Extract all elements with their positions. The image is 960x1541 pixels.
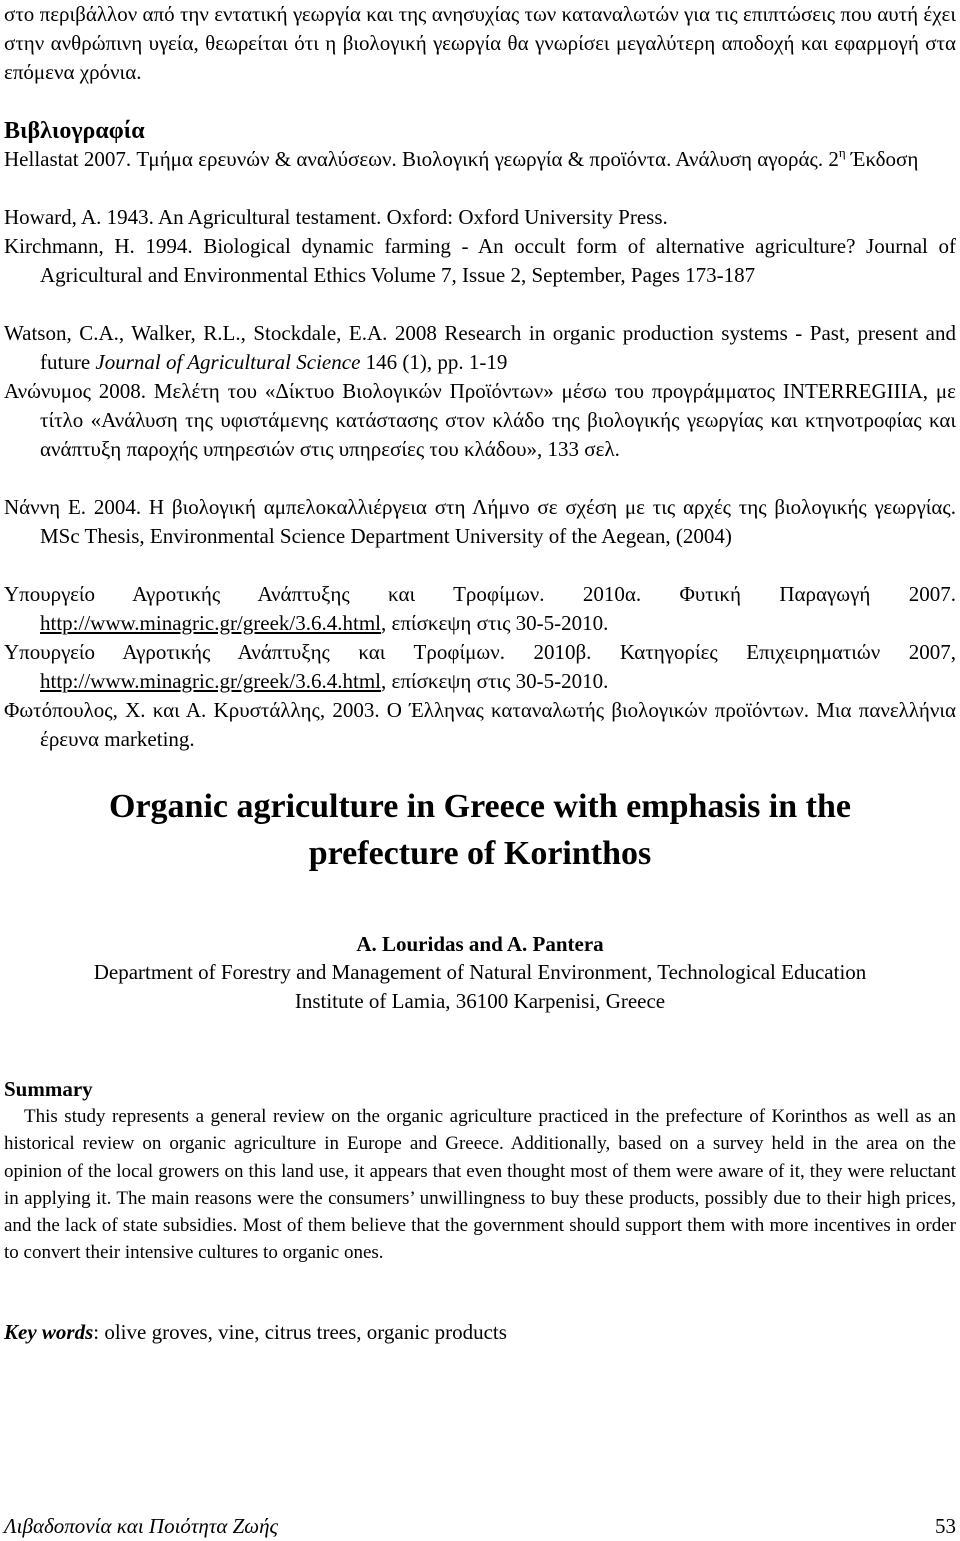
reference-link[interactable]: http://www.minagric.gr/greek/3.6.4.html: [40, 611, 381, 635]
reference-item: Φωτόπουλος, Χ. και Α. Κρυστάλλης, 2003. Ο Έλληνας καταναλωτής βιολογικών προϊόντων. Μια πανελλήνια έρευνα marketing.: [4, 698, 956, 751]
paper-affiliation: [0, 958, 960, 1016]
affiliation-line: Institute of Lamia, 36100 Karpenisi, Greece: [294, 989, 666, 1013]
keywords-text: olive groves, vine, citrus trees, organic products: [99, 1320, 507, 1344]
journal-name: Journal of Agricultural Science: [95, 350, 361, 374]
footer-page-number: 53: [935, 1514, 956, 1538]
reference-item: Watson, C.A., Walker, R.L., Stockdale, E.A. 2008 Research in organic production systems - Past, present and future Journal of Agricultural Science 146 (1), pp. 1-19: [4, 321, 956, 374]
summary-heading: Summary: [4, 1077, 93, 1101]
reference-item: Kirchmann, H. 1994. Biological dynamic farming - An occult form of alternative agriculture? Journal of Agricultural and Environmental Ethics Volume 7, Issue 2, September, Pages 173-187: [4, 234, 956, 287]
reference-item: Hellastat 2007. Τμήμα ερευνών & αναλύσεων. Βιολογική γεωργία & προϊόντα. Ανάλυση αγοράς. $2^\eta$ Έκδοση: [4, 145, 919, 171]
affiliation-line: Department of Forestry and Management of Natural Environment, Technological Education: [93, 960, 867, 984]
reference-item: Υπουργείο Αγροτικής Ανάπτυξης και Τροφίμων. 2010β. Κατηγορίες Επιχειρηματιών 2007, http://www.minagric.gr/greek/3.6.4.html, επίσκεψη στις 30-5-2010.: [4, 640, 956, 693]
paper-title-line: prefecture of Korinthos: [308, 835, 652, 872]
paper-title: [0, 783, 960, 877]
paper-title-line: Organic agriculture in Greece with emphasis in the: [109, 788, 851, 825]
paper-authors: A. Louridas and A. Pantera: [356, 932, 604, 956]
bibliography-heading: Βιβλιογραφία: [4, 118, 145, 144]
reference-item: Ανώνυμος 2008. Μελέτη του «Δίκτυο Βιολογικών Προϊόντων» μέσω του προγράμματος INTERREGIIIA, με τίτλο «Ανάλυση της υφιστάμενης κατάστασης στον κλάδο της βιολογικής γεωργίας και κτηνοτροφίας και ανάπτυξη παροχής υπηρεσιών στις υπηρεσίες του κλάδου», 133 σελ.: [4, 379, 956, 461]
reference-link[interactable]: http://www.minagric.gr/greek/3.6.4.html: [40, 669, 381, 693]
intro-paragraph: στο περιβάλλον από την εντατική γεωργία και της ανησυχίας των καταναλωτών για τις επιπτώσεις που αυτή έχει στην ανθρώπινη υγεία, θεωρείται ότι η βιολογική γεωργία θα γνωρίσει μεγαλύτερη αποδοχή και εφαρμογή στα επόμενα χρόνια.: [4, 2, 956, 84]
reference-item: Υπουργείο Αγροτικής Ανάπτυξης και Τροφίμων. 2010α. Φυτική Παραγωγή 2007. http://www.minagric.gr/greek/3.6.4.html, επίσκεψη στις 30-5-2010.: [4, 582, 956, 635]
keywords-separator: :: [93, 1320, 100, 1344]
reference-item: Νάννη Ε. 2004. Η βιολογική αμπελοκαλλιέργεια στη Λήμνο σε σχέση με τις αρχές της βιολογικής γεωργίας. MSc Thesis, Environmental Science Department University of the Aegean, (2004): [4, 495, 956, 548]
footer-journal-name: Λιβαδοπονία και Ποιότητα Ζωής: [4, 1514, 279, 1538]
keywords-label: Key words: [4, 1320, 94, 1344]
reference-item: Howard, A. 1943. An Agricultural testament. Oxford: Oxford University Press.: [4, 205, 668, 229]
keywords-line: [4, 1318, 507, 1346]
summary-text: This study represents a general review on the organic agriculture practiced in the prefecture of Korinthos as well as an historical review on organic agriculture in Europe and Greece. Additionally, based on a survey held in the area on the opinion of the local growers on this land use, it appears that even thought most of them were aware of it, they were reluctant in applying it. The main reasons were the consumers’ unwillingness to buy these products, possibly due to their high prices, and the lack of state subsidies. Most of them believe that the government should support them with more incentives in order to convert their intensive cultures to organic ones.: [4, 1106, 956, 1264]
